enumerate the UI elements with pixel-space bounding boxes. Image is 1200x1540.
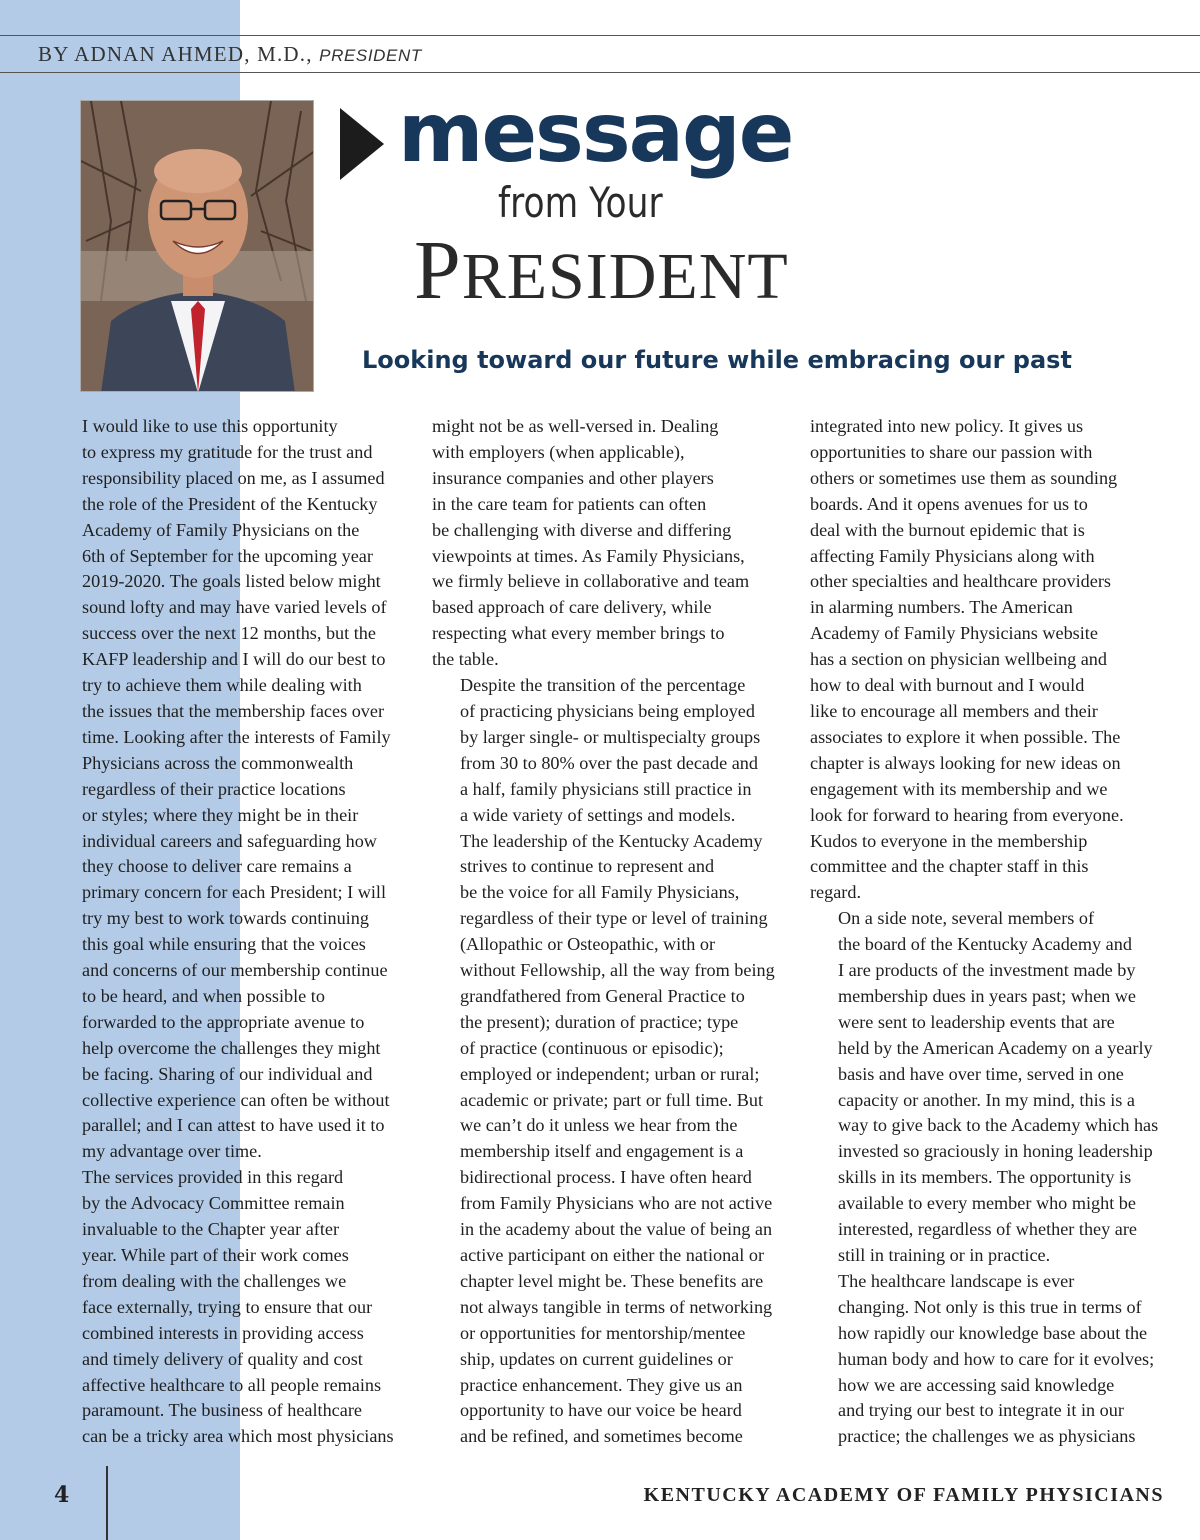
text-line: face externally, trying to ensure that our [82, 1296, 373, 1317]
text-line: by larger single- or multispecialty groups [460, 726, 761, 747]
text-line: parallel; and I can attest to have used it to [82, 1115, 385, 1136]
text-line: be challenging with diverse and differing [432, 519, 732, 540]
text-line: my advantage over time. [82, 1141, 262, 1162]
text-line: we firmly believe in collaborative and team [432, 571, 750, 592]
text-line: skills in its members. The opportunity is [838, 1167, 1132, 1188]
text-line: changing. Not only is this true in terms of [838, 1296, 1142, 1317]
text-line: grandfathered from General Practice to [460, 985, 745, 1006]
text-line: or styles; where they might be in their [82, 804, 359, 825]
text-line: of practicing physicians being employed [460, 700, 755, 721]
publication-name: KENTUCKY ACADEMY OF FAMILY PHYSICIANS [643, 1484, 1164, 1506]
text-line: look for forward to hearing from everyone. [810, 804, 1124, 825]
text-line: interested, regardless of whether they are [838, 1219, 1137, 1240]
text-line: to be heard, and when possible to [82, 985, 325, 1006]
paragraph [432, 673, 790, 1450]
text-line: (Allopathic or Osteopathic, with or [460, 934, 716, 955]
text-line: they choose to deliver care remains a [82, 856, 352, 877]
text-line: 6th of September for the upcoming year [82, 545, 373, 566]
text-line: capacity or another. In my mind, this is a [838, 1089, 1135, 1110]
text-line: opportunity to have our voice be heard [460, 1400, 742, 1421]
text-line: and trying our best to integrate it in our [838, 1400, 1124, 1421]
text-line: The healthcare landscape is ever [838, 1270, 1075, 1291]
text-line: success over the next 12 months, but the [82, 623, 376, 644]
text-line: KAFP leadership and I will do our best to [82, 649, 386, 670]
text-line: in the academy about the value of being an [460, 1219, 773, 1240]
text-line: Academy of Family Physicians website [810, 623, 1098, 644]
text-line: 2019-2020. The goals listed below might [82, 571, 381, 592]
text-line: and timely delivery of quality and cost [82, 1348, 363, 1369]
text-line: be facing. Sharing of our individual and [82, 1063, 373, 1084]
text-line: try to achieve them while dealing with [82, 675, 362, 696]
text-line: membership dues in years past; when we [838, 985, 1136, 1006]
text-line: regard. [810, 882, 861, 903]
byline [38, 42, 422, 67]
text-line: how we are accessing said knowledge [838, 1374, 1115, 1395]
text-line: in the care team for patients can often [432, 493, 707, 514]
text-line: combined interests in providing access [82, 1322, 364, 1343]
text-line: Physicians across the commonwealth [82, 752, 354, 773]
text-line: regardless of their type or level of training [460, 908, 768, 929]
text-line: Academy of Family Physicians on the [82, 519, 360, 540]
text-line: based approach of care delivery, while [432, 597, 712, 618]
text-line: time. Looking after the interests of Family [82, 726, 391, 747]
title-from-your: from Your [498, 178, 663, 227]
text-line: like to encourage all members and their [810, 700, 1098, 721]
text-line: in alarming numbers. The American [810, 597, 1073, 618]
text-line: and be refined, and sometimes become [460, 1426, 743, 1447]
text-line: The services provided in this regard [82, 1167, 344, 1188]
text-line: affective healthcare to all people remains [82, 1374, 382, 1395]
text-line: insurance companies and other players [432, 467, 714, 488]
title-president-initial: P [414, 224, 462, 317]
text-line: a wide variety of settings and models. [460, 804, 736, 825]
text-line: without Fellowship, all the way from being [460, 960, 775, 981]
text-line: this goal while ensuring that the voices [82, 934, 366, 955]
text-line: boards. And it opens avenues for us to [810, 493, 1088, 514]
text-line: primary concern for each President; I will [82, 882, 387, 903]
text-line: deal with the burnout epidemic that is [810, 519, 1085, 540]
article-column-2 [432, 414, 790, 1450]
text-line: invested so graciously in honing leadership [838, 1141, 1153, 1162]
text-line: practice; the challenges we as physicians [838, 1426, 1136, 1447]
article-column-1 [54, 414, 410, 1450]
text-line: how rapidly our knowledge base about the [838, 1322, 1148, 1343]
text-line: try my best to work towards continuing [82, 908, 369, 929]
text-line: chapter is always looking for new ideas on [810, 752, 1121, 773]
text-line: viewpoints at times. As Family Physicians, [432, 545, 745, 566]
text-line: to express my gratitude for the trust and [82, 441, 373, 462]
text-line: held by the American Academy on a yearly [838, 1037, 1153, 1058]
text-line: ship, updates on current guidelines or [460, 1348, 733, 1369]
text-line: a half, family physicians still practice in [460, 778, 752, 799]
title-president-rest: RESIDENT [461, 240, 789, 313]
text-line: by the Advocacy Committee remain [82, 1193, 345, 1214]
title-message: message [398, 86, 793, 181]
header-top-rule [0, 35, 1200, 36]
text-line: bidirectional process. I have often heard [460, 1167, 752, 1188]
paragraph [432, 414, 790, 673]
text-line: available to every member who might be [838, 1193, 1136, 1214]
text-line: and concerns of our membership continue [82, 960, 388, 981]
text-line: academic or private; part or full time. But [460, 1089, 764, 1110]
text-line: affecting Family Physicians along with [810, 545, 1095, 566]
text-line: practice enhancement. They give us an [460, 1374, 743, 1395]
text-line: or opportunities for mentorship/mentee [460, 1322, 746, 1343]
text-line: I are products of the investment made by [838, 960, 1136, 981]
text-line: Kudos to everyone in the membership [810, 830, 1088, 851]
text-line: the table. [432, 649, 499, 670]
byline-role: PRESIDENT [319, 46, 422, 65]
text-line: the role of the President of the Kentucky [82, 493, 378, 514]
text-line: membership itself and engagement is a [460, 1141, 744, 1162]
header-bottom-rule [0, 72, 1200, 73]
text-line: from Family Physicians who are not active [460, 1193, 773, 1214]
text-line: others or sometimes use them as sounding [810, 467, 1118, 488]
text-line: how to deal with burnout and I would [810, 675, 1085, 696]
text-line: sound lofty and may have varied levels of [82, 597, 387, 618]
text-line: opportunities to share our passion with [810, 441, 1093, 462]
text-line: human body and how to care for it evolves; [838, 1348, 1155, 1369]
byline-name: BY ADNAN AHMED, M.D., [38, 42, 320, 66]
page-number: 4 [54, 1482, 70, 1508]
text-line: still in training or in practice. [838, 1245, 1051, 1265]
text-line: year. While part of their work comes [82, 1245, 349, 1265]
article-column-3 [810, 414, 1166, 1450]
text-line: Despite the transition of the percentage [460, 675, 746, 696]
text-line: forwarded to the appropriate avenue to [82, 1011, 365, 1032]
title-arrow-icon [340, 108, 384, 180]
text-line: might not be as well-versed in. Dealing [432, 416, 719, 436]
text-line: help overcome the challenges they might [82, 1037, 381, 1058]
text-line: active participant on either the national or [460, 1245, 765, 1265]
text-line: way to give back to the Academy which has [838, 1115, 1159, 1136]
text-line: collective experience can often be without [82, 1089, 390, 1110]
text-line: engagement with its membership and we [810, 778, 1108, 799]
text-line: integrated into new policy. It gives us [810, 416, 1084, 436]
text-line: invaluable to the Chapter year after [82, 1219, 340, 1240]
text-line: from dealing with the challenges we [82, 1270, 347, 1291]
president-portrait-photo [80, 100, 314, 392]
text-line: the board of the Kentucky Academy and [838, 934, 1132, 955]
text-line: the present); duration of practice; type [460, 1011, 739, 1032]
title-president [414, 222, 789, 319]
text-line: I would like to use this opportunity [82, 416, 338, 436]
paragraph [810, 414, 1166, 906]
paragraph [810, 1269, 1166, 1450]
paragraph [810, 906, 1166, 1269]
text-line: can be a tricky area which most physicians [82, 1426, 394, 1447]
text-line: basis and have over time, served in one [838, 1063, 1124, 1084]
text-line: On a side note, several members of [838, 908, 1095, 929]
text-line: individual careers and safeguarding how [82, 830, 377, 851]
text-line: paramount. The business of healthcare [82, 1400, 362, 1421]
text-line: chapter level might be. These benefits are [460, 1270, 764, 1291]
text-line: with employers (when applicable), [432, 441, 685, 462]
text-line: not always tangible in terms of networking [460, 1296, 773, 1317]
text-line: responsibility placed on me, as I assumed [82, 467, 385, 488]
text-line: associates to explore it when possible. The [810, 726, 1121, 747]
text-line: from 30 to 80% over the past decade and [460, 752, 758, 773]
text-line: of practice (continuous or episodic); [460, 1037, 724, 1058]
text-line: were sent to leadership events that are [838, 1011, 1115, 1032]
text-line: strives to continue to represent and [460, 856, 715, 877]
paragraph [54, 1165, 410, 1450]
text-line: employed or independent; urban or rural; [460, 1063, 760, 1084]
text-line: other specialties and healthcare providers [810, 571, 1111, 592]
text-line: regardless of their practice locations [82, 778, 346, 799]
text-line: be the voice for all Family Physicians, [460, 882, 740, 903]
footer-divider [106, 1466, 108, 1540]
text-line: we can’t do it unless we hear from the [460, 1115, 738, 1136]
text-line: respecting what every member brings to [432, 623, 725, 644]
article-subtitle: Looking toward our future while embracing our past [362, 346, 1072, 374]
text-line: committee and the chapter staff in this [810, 856, 1089, 877]
paragraph [54, 414, 410, 1165]
text-line: The leadership of the Kentucky Academy [460, 830, 763, 851]
text-line: the issues that the membership faces over [82, 700, 385, 721]
text-line: has a section on physician wellbeing and [810, 649, 1107, 670]
